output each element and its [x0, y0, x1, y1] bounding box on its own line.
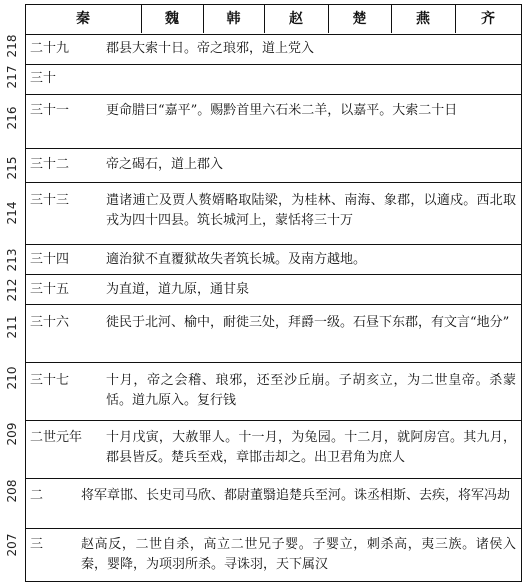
table-row	[26, 95, 521, 149]
side-year: 211	[5, 315, 19, 339]
side-year: 208	[5, 479, 19, 503]
table-row	[26, 35, 521, 65]
year-column	[0, 0, 24, 584]
row-year: 三十	[30, 71, 57, 86]
table-row	[26, 421, 521, 479]
row-year: 三	[30, 537, 44, 552]
table-row	[26, 529, 521, 581]
side-year: 207	[5, 533, 19, 557]
side-year: 216	[5, 106, 19, 130]
row-text: 赵高反，二世自杀，高立二世兄子婴。子婴立，刺杀高，夷三族。诸侯入秦，婴降，为项羽所杀。寻诛羽，天下属汉	[81, 537, 516, 572]
row-year: 三十一	[30, 103, 70, 118]
row-text: 徙民于北河、榆中，耐徙三处，拜爵一级。石昼下东郡，有文言“地分”	[106, 315, 510, 330]
table-header	[26, 5, 521, 35]
row-text: 遣诸逋亡及贾人赘婿略取陆梁，为桂林、南海、象郡，以適戍。西北取戎为四十四县。筑长城河上，蒙恬将三十万	[106, 193, 516, 228]
header-zhao: 赵	[289, 11, 304, 27]
row-year: 三十六	[30, 315, 70, 330]
header-wei: 魏	[165, 11, 180, 27]
header-han: 韩	[226, 11, 242, 27]
row-year: 三十三	[30, 193, 70, 208]
side-year: 217	[5, 65, 19, 89]
row-year: 三十四	[30, 252, 70, 267]
table-row	[26, 305, 521, 363]
row-text: 帝之碣石，道上郡入	[106, 157, 224, 172]
side-year: 210	[5, 366, 19, 390]
row-text: 郡县大索十日。帝之琅邪，道上党入	[106, 41, 315, 56]
chronology-table	[25, 4, 522, 582]
row-year: 三十七	[30, 373, 70, 388]
row-text: 为直道，道九原，通甘泉	[106, 282, 250, 297]
table-row	[26, 149, 521, 183]
side-year: 209	[5, 422, 19, 446]
header-qin: 秦	[76, 11, 91, 27]
row-text: 十月戊寅，大赦罪人。十一月，为兔园。十二月，就阿房宫。其九月，郡县皆反。楚兵至戏，章邯击却之。出卫君角为庶人	[106, 430, 516, 465]
header-chu: 楚	[352, 11, 368, 27]
side-year: 218	[5, 34, 19, 58]
table-row	[26, 245, 521, 275]
table-row	[26, 183, 521, 245]
side-year: 213	[5, 248, 19, 272]
side-year: 215	[5, 156, 19, 180]
row-text: 将军章邯、长史司马欣、都尉董翳追楚兵至河。诛丞相斯、去疾，将军冯劫	[81, 488, 511, 503]
row-text: 適治狱不直覆狱故失者筑长城。及南方越地。	[106, 252, 367, 267]
side-year: 212	[5, 278, 19, 302]
header-qi: 齐	[481, 11, 496, 27]
side-year: 214	[5, 201, 19, 225]
row-year: 三十五	[30, 282, 70, 297]
table-row	[26, 479, 521, 529]
table-row	[26, 65, 521, 95]
row-year: 二十九	[30, 41, 70, 56]
row-year: 三十二	[30, 157, 70, 172]
row-year: 二	[30, 488, 44, 503]
row-text: 更命腊曰“嘉平”。赐黔首里六石米二羊，以嘉平。大索二十日	[106, 103, 458, 118]
row-text: 十月，帝之会稽、琅邪，还至沙丘崩。子胡亥立，为二世皇帝。杀蒙恬。道九原入。复行钱	[106, 373, 516, 408]
table-row	[26, 275, 521, 305]
table-row	[26, 363, 521, 421]
header-yan: 燕	[416, 11, 431, 27]
row-year: 二世元年	[30, 430, 83, 445]
